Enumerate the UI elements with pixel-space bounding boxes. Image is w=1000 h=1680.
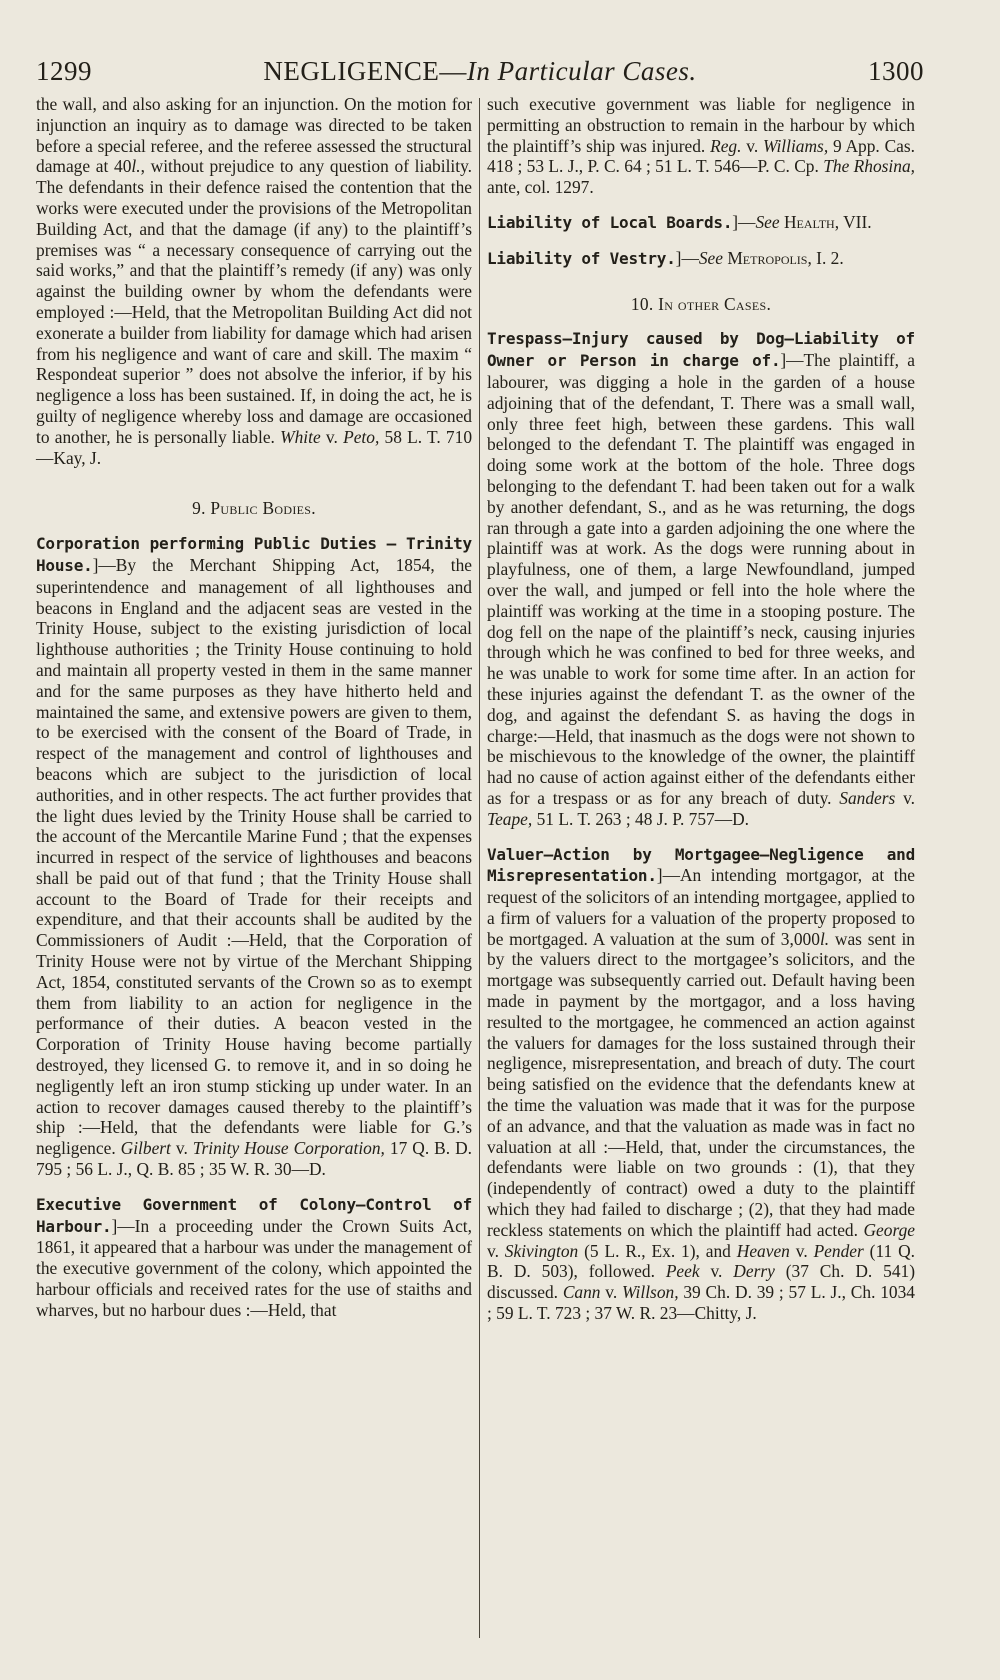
case-versus: v. bbox=[600, 1282, 623, 1303]
section-title: Public Bodies. bbox=[210, 498, 316, 519]
paragraph-text: the wall, and also asking for an injunction. On the motion for injunction an inquiry as to damage was directed to be taken before a special referee, and the referee assessed the structural damage at 40 bbox=[36, 94, 472, 177]
section-number: 10. bbox=[630, 293, 659, 314]
running-title-main: NEGLIGENCE— bbox=[263, 56, 467, 86]
cross-reference: Metropolis, I. 2. bbox=[723, 247, 844, 268]
case-citation: 58 L. T. 710—Kay, J. bbox=[36, 426, 473, 468]
case-name: Derry bbox=[733, 1261, 775, 1282]
case-versus: v. bbox=[895, 787, 915, 808]
case-name: White bbox=[280, 426, 321, 447]
running-title-italic: In Particular Cases. bbox=[466, 56, 697, 86]
case-name: Sanders bbox=[839, 787, 896, 808]
case-name: Willson, bbox=[622, 1282, 679, 1303]
running-title bbox=[36, 56, 924, 87]
case-name: Pender bbox=[813, 1240, 864, 1261]
case-citation: (11 Q. B. D. 503), followed. bbox=[487, 1240, 916, 1282]
catchword-heading: Corporation performing Public Duties — Trinity House. bbox=[36, 534, 472, 575]
paragraph-text: ]—In a proceeding under the Crown Suits Act, 1861, it appeared that a harbour was under the management of the executive government of the colony, which appointed the harbour officials and received rates for the use of staiths and wharves, but no harbour dues :—Held, that bbox=[36, 1215, 472, 1320]
case-citation: (5 L. R., Ex. 1), and bbox=[578, 1240, 737, 1261]
paragraph-trinity-house bbox=[36, 533, 472, 1180]
running-header bbox=[36, 50, 924, 92]
case-citation: (37 Ch. D. 541) discussed. bbox=[487, 1261, 916, 1303]
catchword-heading: Liability of Vestry. bbox=[487, 248, 676, 268]
page-number-left: 1299 bbox=[36, 56, 92, 86]
column-rule bbox=[479, 98, 480, 1638]
left-column bbox=[36, 94, 472, 1324]
cross-ref-vestry bbox=[487, 248, 915, 270]
cross-reference: Health, VII. bbox=[779, 211, 872, 232]
paragraph-text: such executive government was liable for negligence in permitting an obstruction to remain in the harbour by which the plaintiff’s ship was injured. bbox=[487, 94, 915, 156]
catchword-heading: Liability of Local Boards. bbox=[487, 212, 733, 232]
dash: ]— bbox=[675, 247, 699, 268]
case-citation: 39 Ch. D. 39 ; 57 L. J., Ch. 1034 ; 59 L. T. 723 ; 37 W. R. 23—Chitty, J. bbox=[487, 1282, 916, 1324]
case-citation: 51 L. T. 263 ; 48 J. P. 757—D. bbox=[532, 808, 750, 829]
section-title: In other Cases. bbox=[658, 293, 772, 314]
catchword-heading: Executive Government of Colony—Control of Harbour. bbox=[36, 1194, 472, 1236]
case-name: Peek bbox=[665, 1261, 700, 1282]
section-number: 9. bbox=[192, 498, 211, 519]
case-name: Heaven bbox=[736, 1240, 790, 1261]
paragraph-text: was sent in by the valuers direct to the mortgagee’s solicitors, and the mortgage was subsequently carried out. Default having been made in payment by the mortgagor, and a loss having resulted to the mortgagee, he commenced an action against the valuers for damages for the loss sustained through their negligence, misrepresentation, and breach of duty. The court being satisfied on the evidence that the defendants knew at the time the valuation was made that it was for the purpose of an advance, and that the valuation as made was in fact no valuation at all :—Held, that, under the circumstances, the defendants were liable on two grounds : (1), that they (independently of contract) owed a duty to the plaintiff which they had failed to discharge ; (2), that they had made reckless statements on which the plaintiff had acted. bbox=[487, 928, 915, 1240]
pound-sign: l. bbox=[131, 156, 141, 177]
case-citation: 9 App. Cas. 418 ; 53 L. J., P. C. 64 ; 51 L. T. 546—P. C. Cp. bbox=[487, 135, 915, 177]
case-name: Skivington bbox=[504, 1240, 579, 1261]
section-heading-public-bodies bbox=[36, 498, 472, 519]
pound-sign: l. bbox=[819, 928, 830, 949]
case-name: Teape, bbox=[487, 808, 533, 829]
paragraph-text: , without prejudice to any question of liability. The defendants in their defence raised the contention that the works were executed under the provisions of the Metropolitan Building Act, and that the damage (if any) to the plaintiff’s premises was “ a necessary consequence of carrying out the said works,” and that the plaintiff’s remedy (if any) was only against the building owner by whom the defendants were employed :—Held, that the Metropolitan Building Act did not exonerate a builder from liability for damage which had arisen from his negligence and want of care and skill. The maxim “ Respondeat superior ” does not absolve the inferior, if by his negligence a loss has been sustained. If, in doing the act, he is guilty of negligence whereby loss and damage are occasioned to another, he is personally liable. bbox=[36, 156, 472, 447]
paragraph-executive-government bbox=[36, 1194, 472, 1321]
case-name: Cann bbox=[562, 1282, 601, 1303]
paragraph-cann-v-willson bbox=[487, 844, 915, 1324]
case-versus: v. bbox=[741, 135, 763, 156]
case-versus: v. bbox=[487, 1240, 505, 1261]
case-versus: v. bbox=[699, 1261, 734, 1282]
columns bbox=[36, 94, 924, 1324]
paragraph-reg-v-williams bbox=[487, 94, 915, 198]
case-citation: ante, col. 1297. bbox=[487, 177, 594, 198]
catchword-heading: Valuer—Action by Mortgagee—Negligence and Misrepresentation. bbox=[487, 844, 915, 886]
case-citation: 17 Q. B. D. 795 ; 56 L. J., Q. B. 85 ; 35 W. R. 30—D. bbox=[36, 1138, 472, 1180]
case-name: The Rhosina, bbox=[823, 156, 915, 177]
paragraph-text: ]—An intending mortgagor, at the request of the solicitors of an intending mortgagee, applied to a firm of valuers for a valuation of the property proposed to be mortgaged. A valuation at the sum of 3,000 bbox=[487, 865, 915, 949]
page-number-right: 1300 bbox=[868, 56, 924, 86]
right-column bbox=[487, 94, 915, 1324]
case-versus: v. bbox=[170, 1138, 193, 1159]
case-name: George bbox=[863, 1219, 915, 1240]
see-label: See bbox=[698, 247, 723, 268]
case-versus: v. bbox=[789, 1240, 814, 1261]
case-name: Williams, bbox=[762, 135, 829, 156]
paragraph-text: ]—The plaintiff, a labourer, was digging a hole in the garden of a house adjoining that of the defendant, T. There was a small wall, only three feet high, between these gardens. This wall belonged to the defendant T. The plaintiff was engaged in doing some work at the bottom of the hole. Three dogs belonging to the defendant T. had been taken out for a walk by another defendant, S., and as he was returning, the dogs ran through a gate into a garden adjoining the one where the plaintiff was at work. As the dogs were running about in playfulness, one of them, a large Newfoundland, jumped over the wall, and jumped or fell into the hole where the plaintiff was working at the time in a stooping posture. The dog fell on the nape of the plaintiff’s neck, causing injuries through which he was confined to bed for three weeks, and he was unable to work for some time after. In an action for these injuries against the defendant T. as the owner of the dog, and against the defendant S. as having the dogs in charge:—Held, that inasmuch as the dogs were not shown to be mischievous to the knowledge of the owner, the plaintiff had no cause of action against either of the defendants either as for a trespass or as for any breach of duty. bbox=[487, 350, 915, 808]
case-versus: v. bbox=[320, 426, 344, 447]
section-heading-other-cases bbox=[487, 294, 915, 315]
dash: ]— bbox=[732, 211, 756, 232]
paragraph-sanders-v-teape bbox=[487, 328, 915, 829]
cross-ref-local-boards bbox=[487, 212, 915, 234]
case-name: Peto, bbox=[343, 426, 380, 447]
case-name: Gilbert bbox=[120, 1138, 171, 1159]
case-name: Reg. bbox=[710, 135, 742, 156]
catchword-heading: Trespass—Injury caused by Dog—Liability of Owner or Person in charge of. bbox=[487, 329, 915, 371]
see-label: See bbox=[755, 211, 780, 232]
paragraph-text: ]—By the Merchant Shipping Act, 1854, the superintendence and management of all lighthouses and beacons in England and the adjacent seas are vested in the Trinity House, subject to the existing jurisdiction of local lighthouse authorities ; the Trinity House continuing to hold and maintain all property vested in them in the same manner and for the same purposes as they have hitherto held and maintained the same, and extensive powers are given to them, to be exercised with the consent of the Board of Trade, in respect of the management and control of lighthouses and beacons which are subject to the jurisdiction of local authorities, and in other respects. The act further provides that the light dues levied by the Trinity House shall be carried to the account of the Mercantile Marine Fund ; that the expenses incurred in respect of the service of lighthouses and beacons shall be paid out of that fund ; that the Trinity House shall account to the Board of Trade for their receipts and expenditure, and that their accounts shall be audited by the Commissioners of Audit :—Held, that the Corporation of Trinity House were not by virtue of the Merchant Shipping Act, 1854, constituted servants of the Crown so as to exempt them from liability to an action for negligence in the performance of their duties. A beacon vested in the Corporation of Trinity House having become partially destroyed, they licensed G. to remove it, and in so doing he negligently left an iron stump sticking up under water. In an action to recover damages caused thereby to the plaintiff’s ship :—Held, that the defendants were liable for G.’s negligence. bbox=[36, 554, 472, 1159]
case-name: Trinity House Corporation, bbox=[192, 1138, 385, 1159]
paragraph-white-v-peto bbox=[36, 94, 472, 468]
